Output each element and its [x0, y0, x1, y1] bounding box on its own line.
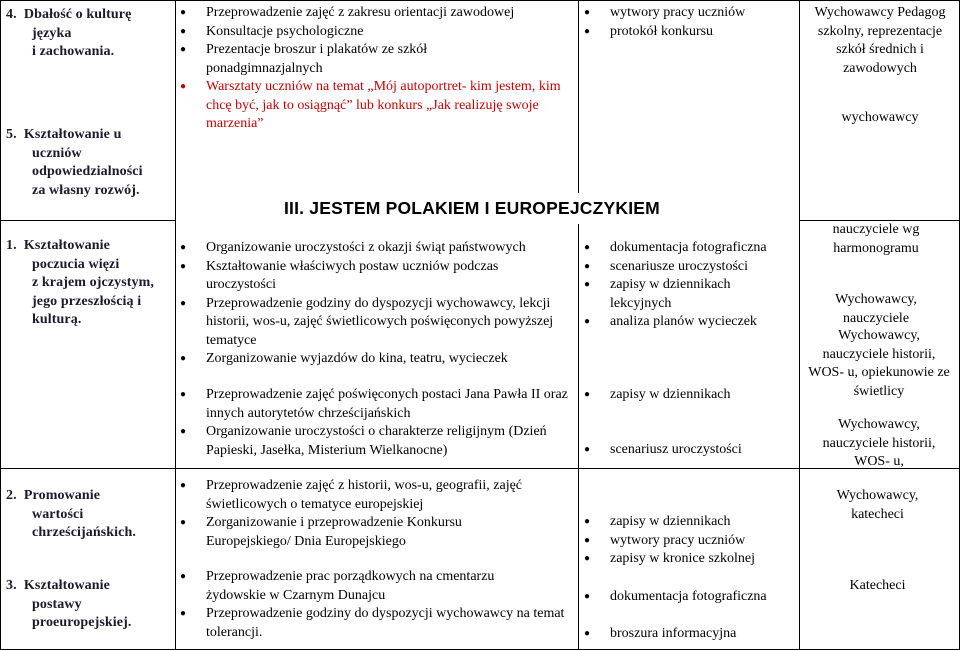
goal-4: 4. Dbałość o kulturę języka i zachowania.: [6, 7, 132, 59]
responsible-row-1b: wychowawcy: [841, 110, 919, 125]
responsible-row-2d: Wychowawcy, nauczyciele historii, WOS- u,: [822, 417, 936, 469]
responsible-row-2a: nauczyciele wg harmonogramu: [832, 222, 920, 256]
table-col-divider-1: [175, 0, 176, 650]
list-item: ● analiza planów wycieczek: [582, 313, 792, 332]
evidence-row-2c: [582, 441, 742, 460]
list-item: ● broszura informacyjna: [582, 625, 736, 644]
evidence-row-3: [582, 513, 755, 569]
list-item: ● zapisy w dziennikach: [582, 386, 731, 405]
list-item: ● zapisy w dziennikach lekcyjnych: [582, 276, 760, 313]
task-list: [178, 4, 563, 134]
table-border-left: [0, 0, 1, 650]
tasks-orientation: [178, 4, 563, 134]
list-item: ● Zorganizowanie wyjazdów do kina, teatru, wycieczek: [178, 350, 570, 369]
goal-1: 1. Kształtowanie poczucia więzi z krajem ojczystym, jego przeszłością i kulturą.: [6, 238, 155, 327]
evidence-row-2b: [582, 386, 731, 405]
responsible-row-3a: Wychowawcy, katecheci: [836, 488, 919, 522]
goal-3: 3. Kształtowanie postawy proeuropejskiej.: [6, 578, 132, 630]
table-col-divider-2b: [578, 224, 579, 650]
evidence-row-1: [582, 4, 745, 41]
list-item: ● Przeprowadzenie zajęć z historii, wos-u, geografii, zajęć świetlicowych o tematyce europejskiej: [178, 477, 566, 514]
list-item: ● Organizowanie uroczystości z okazji świąt państwowych: [178, 239, 570, 258]
list-item: ● Przeprowadzenie godziny do dyspozycji wychowawcy na temat tolerancji.: [178, 605, 576, 642]
list-item: ● zapisy w kronice szkolnej: [582, 550, 755, 569]
table-col-divider-2a: [578, 0, 579, 193]
list-item: ● protokół konkursu: [582, 23, 745, 42]
list-item: ● Organizowanie uroczystości o charakterze religijnym (Dzień Papieski, Jasełka, Misterium Wielkanocne): [178, 423, 576, 460]
tasks-patriotic: [178, 239, 570, 369]
list-item: ● Prezentacje broszur i plakatów ze szkół ponadgimnazjalnych: [178, 41, 516, 78]
section-heading: III. JESTEM POLAKIEM I EUROPEJCZYKIEM: [284, 198, 660, 218]
table-rule-goal-1: [0, 220, 175, 221]
list-item: ● Przeprowadzenie godziny do dyspozycji wychowawcy, lekcji historii, wos-u, zajęć świetlicowych poświęconych powyższej tematyce: [178, 295, 570, 351]
list-item: ● Konsultacje psychologiczne: [178, 23, 563, 42]
list-item: ● dokumentacja fotograficzna: [582, 588, 767, 607]
list-item: ● wytwory pracy uczniów: [582, 532, 755, 551]
list-item: ● Przeprowadzenie zajęć poświęconych postaci Jana Pawła II oraz innych autorytetów chrześcijańskich: [178, 386, 576, 423]
responsible-row-1: Wychowawcy Pedagog szkolny, reprezentacje szkół średnich i zawodowych: [814, 5, 946, 76]
tasks-tolerance: [178, 568, 570, 642]
list-item: ● scenariusze uroczystości: [582, 258, 792, 277]
table-col-divider-3: [799, 0, 800, 650]
list-item: ● Przeprowadzenie zajęć z zakresu orientacji zawodowej: [178, 4, 563, 23]
list-item: ● wytwory pracy uczniów: [582, 4, 745, 23]
evidence-row-2: [582, 239, 792, 332]
list-item: ● scenariusz uroczystości: [582, 441, 742, 460]
list-item: ● Przeprowadzenie prac porządkowych na cmentarzu żydowskie w Czarnym Dunajcu: [178, 568, 546, 605]
list-item: ● Kształtowanie właściwych postaw uczniów podczas uroczystości: [178, 258, 546, 295]
tasks-european: [178, 477, 570, 551]
tasks-religious: [178, 386, 570, 460]
responsible-row-2b: Wychowawcy, nauczyciele: [835, 292, 917, 326]
list-item: ● zapisy w dziennikach: [582, 513, 755, 532]
table-border-top: [0, 0, 960, 1]
goal-2: 2. Promowanie wartości chrześcijańskich.: [6, 488, 136, 540]
goal-5: 5. Kształtowanie u uczniów odpowiedzialności za własny rozwój.: [6, 127, 143, 198]
responsible-row-2c: Wychowawcy, nauczyciele historii, WOS- u, opiekunowie ze świetlicy: [808, 328, 950, 399]
list-item: ● Zorganizowanie i przeprowadzenie Konkursu Europejskiego/ Dnia Europejskiego: [178, 514, 526, 551]
responsible-row-3b: Katecheci: [849, 578, 906, 593]
evidence-row-3b: [582, 588, 767, 607]
evidence-row-3c: [582, 625, 736, 644]
list-item: ● Warsztaty uczniów na temat „Mój autoportret- kim jestem, kim chcę być, jak to osiągnąć” lub konkurs „Jak realizuję swoje marzenia”: [178, 78, 563, 134]
list-item: ● dokumentacja fotograficzna: [582, 239, 792, 258]
